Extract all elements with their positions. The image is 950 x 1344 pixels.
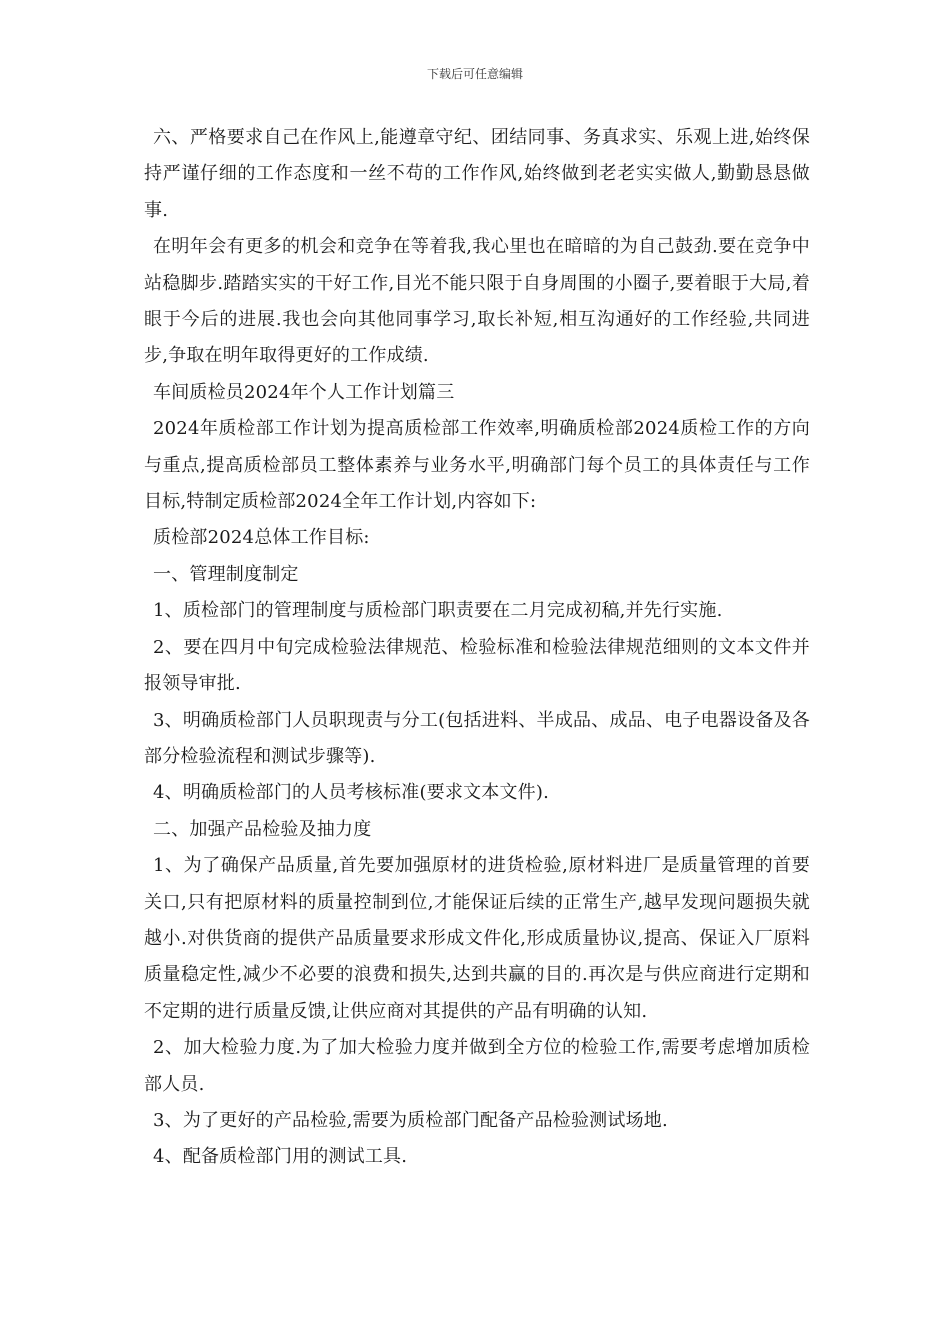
overall-goal-heading: 质检部2024总体工作目标: <box>153 527 370 549</box>
paragraph-next-year-outlook: 在明年会有更多的机会和竞争在等着我,我心里也在暗暗的为自己鼓劲.要在竞争中站稳脚步.踏踏实实的干好工作,目光不能只限于自身周围的小圈子,要着眼于大局,着眼于今后的进展.我也会向其他同事学习,取长补短,相互沟通好的工作经验,共同进步,争取在明年取得更好的工作成绩. <box>144 236 810 367</box>
list-item: 4、配备质检部门用的测试工具. <box>153 1146 408 1168</box>
heading-management-system: 一、管理制度制定 <box>153 563 299 585</box>
list-item: 1、为了确保产品质量,首先要加强原材的进货检验,原材料进厂是质量管理的首要关口,只有把原材料的质量控制到位,才能保证后续的正常生产,越早发现问题损失就越小.对供货商的提供产品质量要求形成文件化,形成质量协议,提高、保证入厂原料质量稳定性,减少不必要的浪费和损失,达到共赢的目的.再次是与供应商进行定期和不定期的进行质量反馈,让供应商对其提供的产品有明确的认知. <box>144 855 810 1022</box>
paragraph-section-six: 六、严格要求自己在作风上,能遵章守纪、团结同事、务真求实、乐观上进,始终保持严谨仔细的工作态度和一丝不苟的工作作风,始终做到老老实实做人,勤勤恳恳做事. <box>144 127 810 221</box>
paragraph-plan-intro: 2024年质检部工作计划为提高质检部工作效率,明确质检部2024质检工作的方向与重点,提高质检部员工整体素养与业务水平,明确部门每个员工的具体责任与工作目标,特制定质检部2024全年工作计划,内容如下: <box>144 418 810 513</box>
list-item: 3、明确质检部门人员职现责与分工(包括进料、半成品、成品、电子电器设备及各部分检验流程和测试步骤等). <box>144 709 810 767</box>
list-item: 4、明确质检部门的人员考核标准(要求文本文件). <box>153 782 550 804</box>
document-body <box>144 120 810 1176</box>
list-item: 3、为了更好的产品检验,需要为质检部门配备产品检验测试场地. <box>153 1109 668 1131</box>
section-title: 车间质检员2024年个人工作计划篇三 <box>153 381 455 403</box>
list-item: 2、加大检验力度.为了加大检验力度并做到全方位的检验工作,需要考虑增加质检部人员. <box>144 1037 810 1095</box>
page-header: 下载后可任意编辑 <box>426 67 523 81</box>
list-item: 1、质检部门的管理制度与质检部门职责要在二月完成初稿,并先行实施. <box>153 600 723 622</box>
heading-inspection-strength: 二、加强产品检验及抽力度 <box>153 818 372 840</box>
list-item: 2、要在四月中旬完成检验法律规范、检验标准和检验法律规范细则的文本文件并报领导审批. <box>144 636 810 695</box>
